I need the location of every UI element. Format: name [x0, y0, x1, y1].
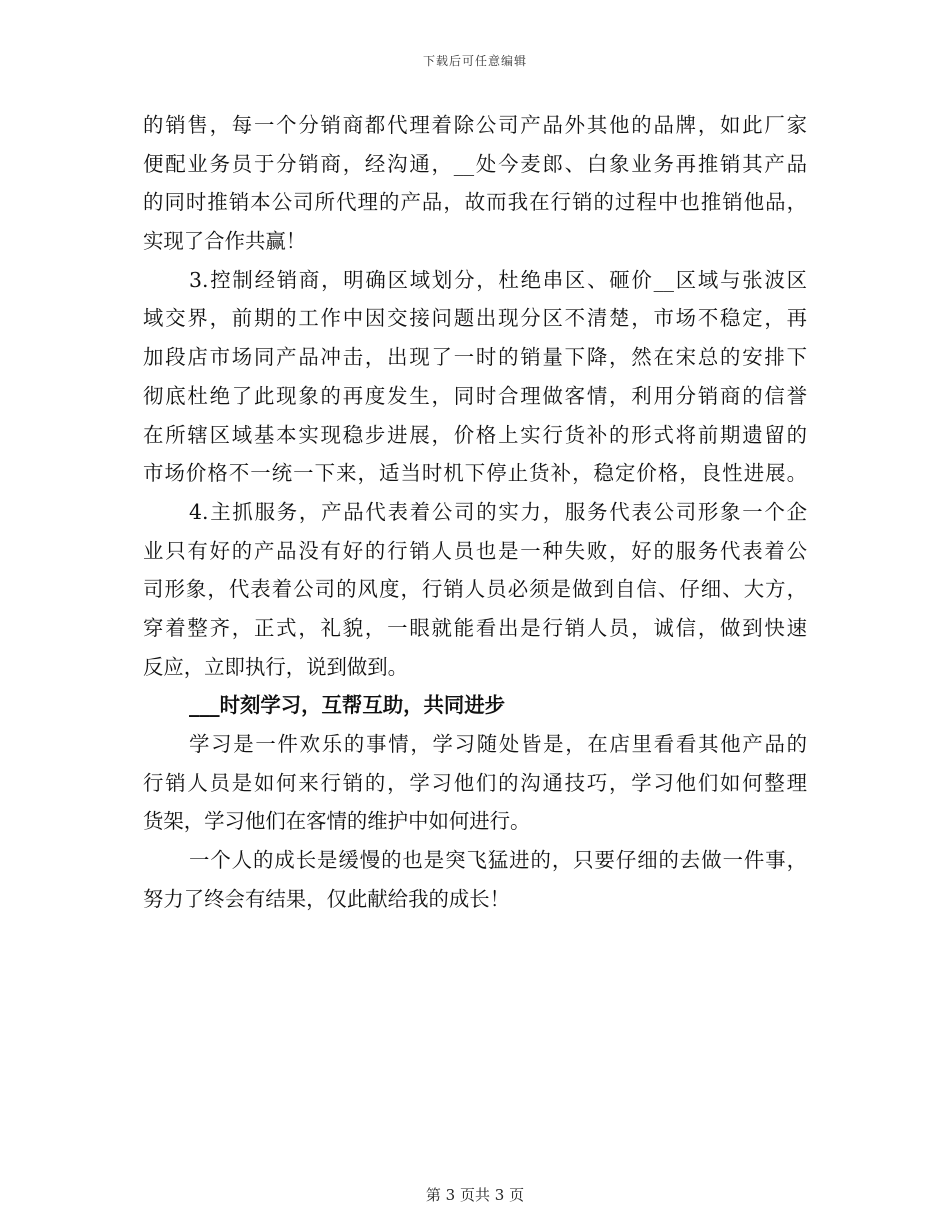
page-footer: 第 3 页共 3 页	[425, 1186, 525, 1204]
body-line: 行销人员是如何来行销的，学习他们的沟通技巧，学习他们如何整理	[143, 770, 807, 795]
body-line: 业只有好的产品没有好的行销人员也是一种失败，好的服务代表着公	[143, 538, 807, 563]
body-line: 货架，学习他们在客情的维护中如何进行。	[143, 809, 531, 834]
body-line: 便配业务员于分销商，经沟通，__处今麦郎、白象业务再推销其产品	[143, 151, 807, 176]
body-line: 在所辖区域基本实现稳步进展，价格上实行货补的形式将前期遗留的	[143, 422, 807, 447]
body-line: 司形象，代表着公司的风度，行销人员必须是做到自信、仔细、大方，	[143, 577, 807, 602]
body-line: 3.控制经销商，明确区域划分，杜绝串区、砸价__区域与张波区	[189, 267, 807, 292]
body-line: 域交界，前期的工作中因交接问题出现分区不清楚，市场不稳定，再	[143, 306, 807, 331]
body-line: 的同时推销本公司所代理的产品，故而我在行销的过程中也推销他品，	[143, 190, 807, 215]
body-line: 一个人的成长是缓慢的也是突飞猛进的，只要仔细的去做一件事，	[189, 848, 807, 873]
body-line: 的销售，每一个分销商都代理着除公司产品外其他的品牌，如此厂家	[143, 113, 807, 137]
body-line: 学习是一件欢乐的事情，学习随处皆是，在店里看看其他产品的	[189, 732, 807, 756]
body-line: 加段店市场同产品冲击，出现了一时的销量下降，然在宋总的安排下	[143, 345, 807, 370]
body-line: 反应，立即执行，说到做到。	[143, 654, 409, 679]
section-heading: ___时刻学习，互帮互助，共同进步	[189, 693, 506, 718]
body-line: 穿着整齐，正式，礼貌，一眼就能看出是行销人员，诚信，做到快速	[143, 615, 807, 640]
body-line: 彻底杜绝了此现象的再度发生，同时合理做客情，利用分销商的信誉	[143, 383, 807, 408]
page-header: 下载后可任意编辑	[422, 54, 527, 68]
body-line: 4.主抓服务，产品代表着公司的实力，服务代表公司形象一个企	[189, 499, 807, 524]
body-line: 市场价格不一统一下来，适当时机下停止货补，稳定价格，良性进展。	[143, 461, 807, 486]
body-line: 努力了终会有结果，仅此献给我的成长！	[143, 886, 511, 911]
body-line: 实现了合作共赢！	[143, 229, 307, 254]
document-body	[143, 106, 807, 918]
